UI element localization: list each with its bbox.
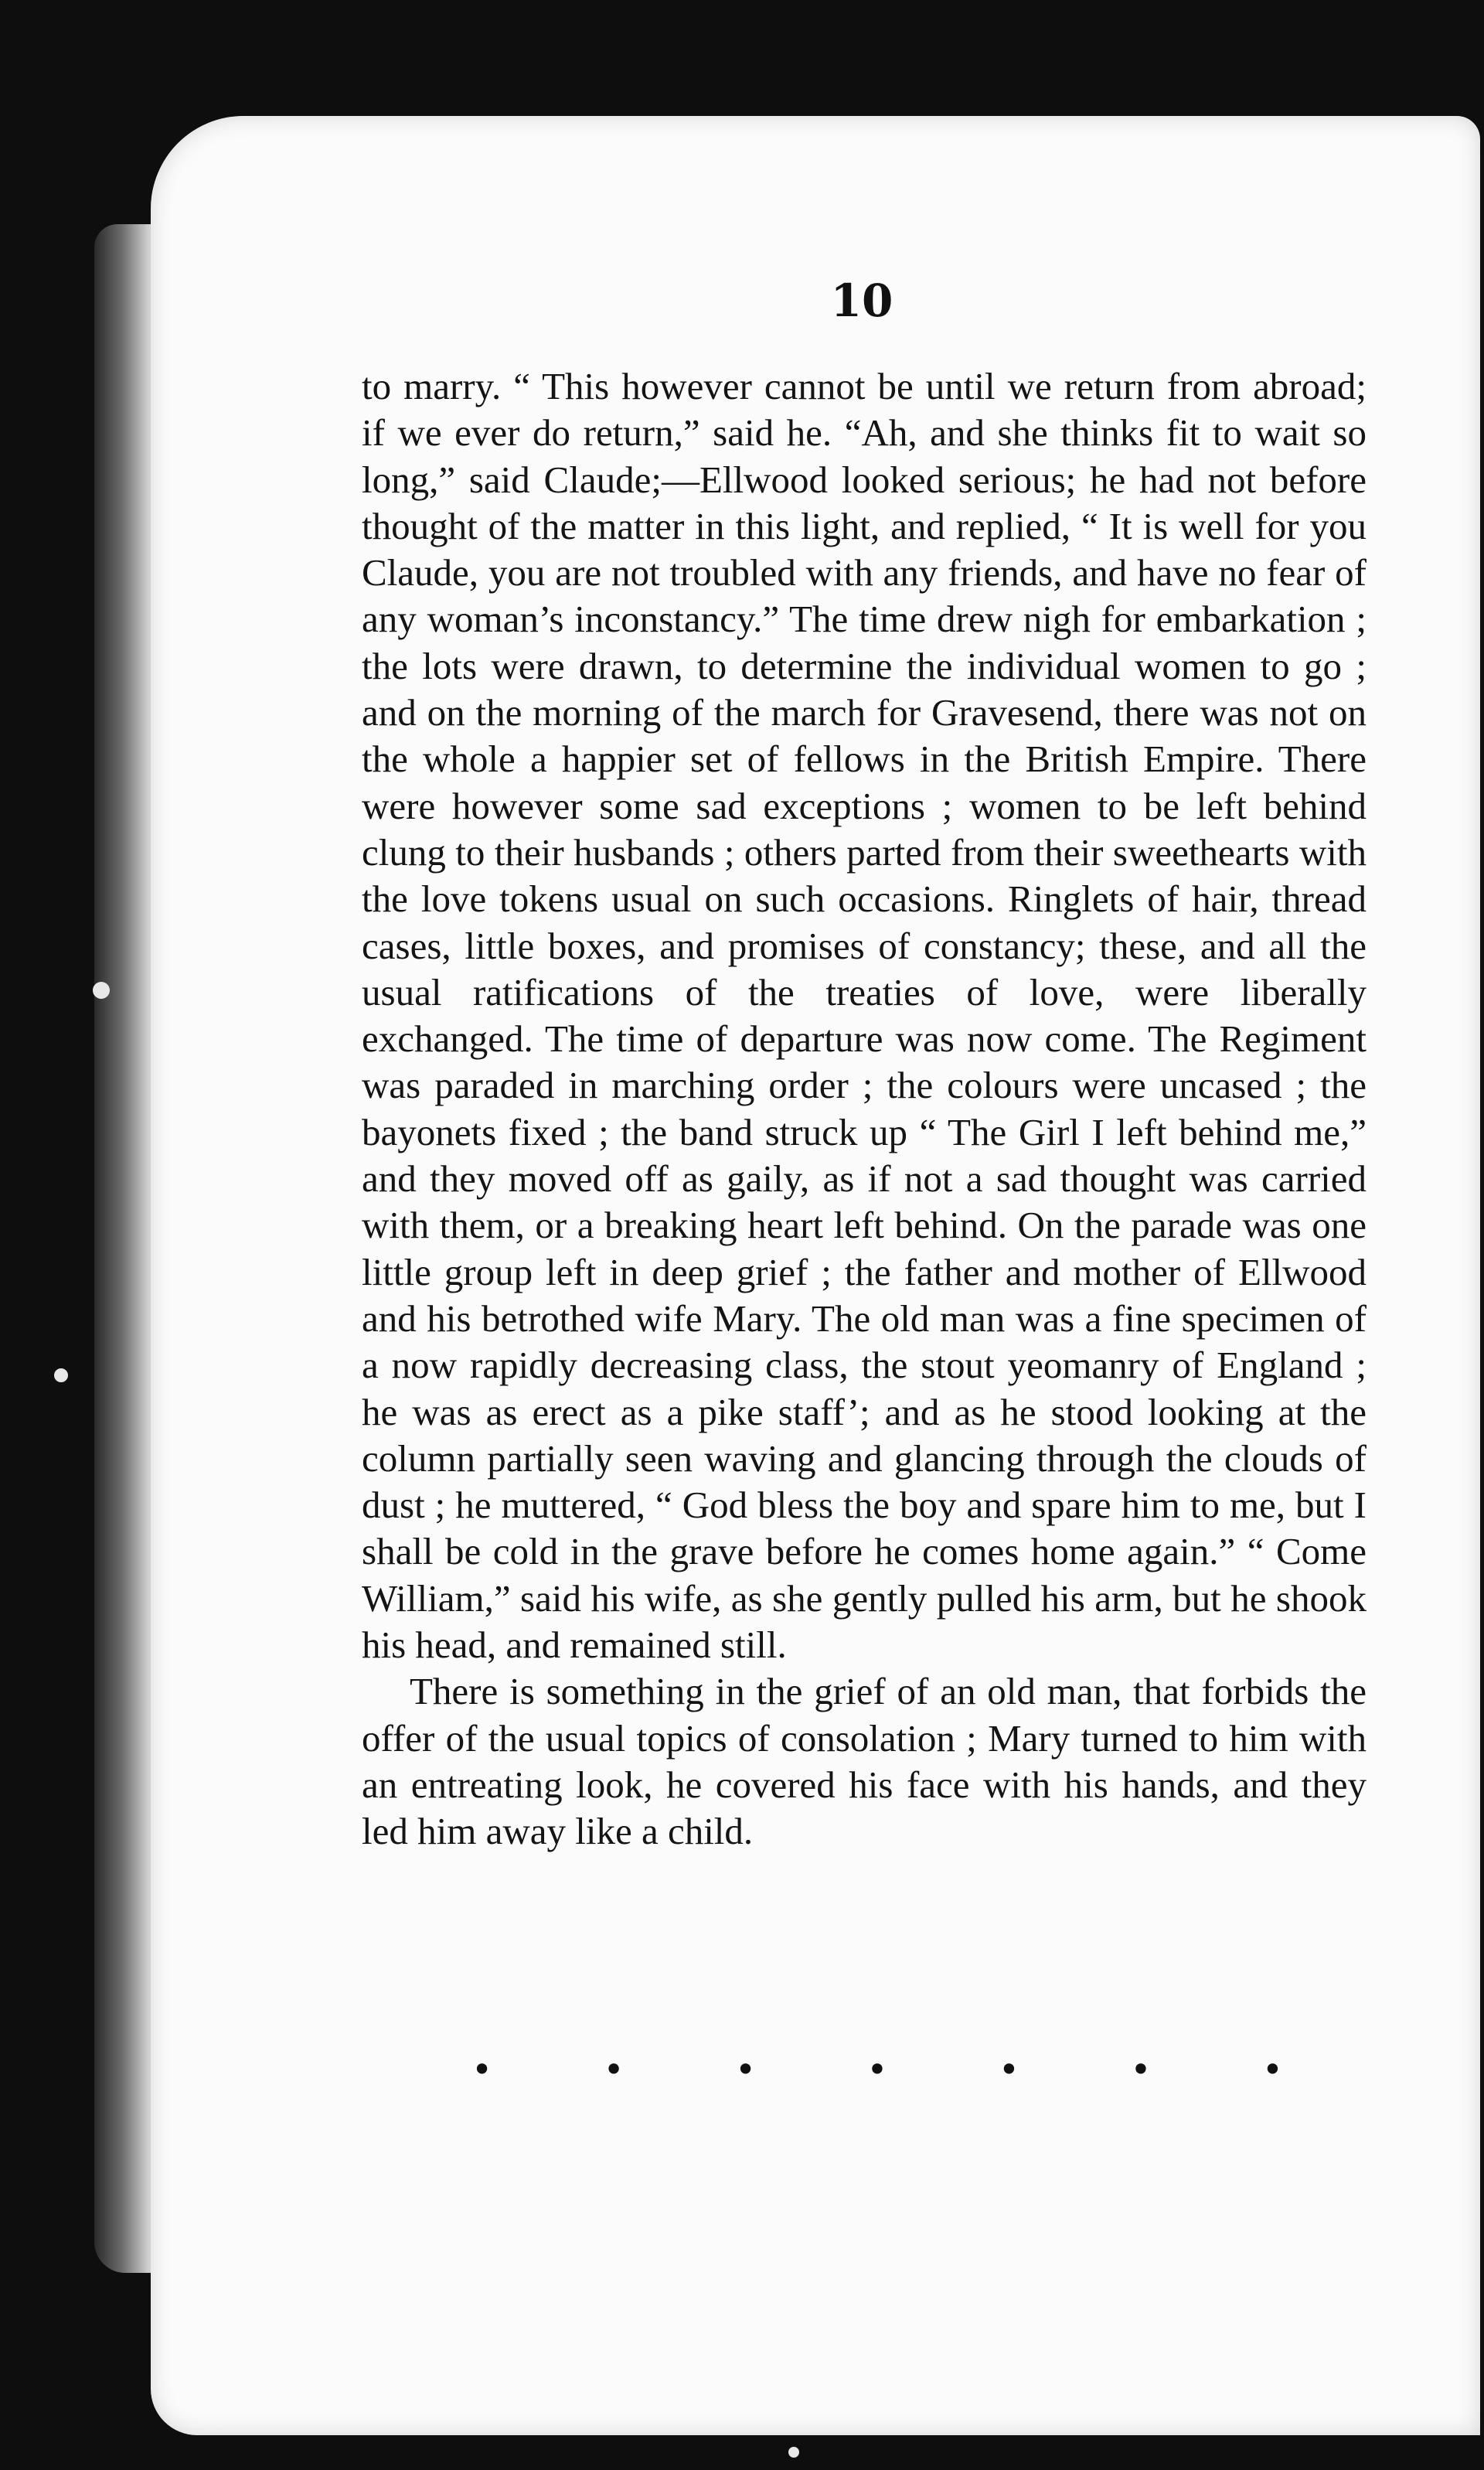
body-text (362, 363, 1367, 1855)
ornament-dot: • (998, 2049, 1020, 2090)
ornament-dot: • (866, 2049, 888, 2090)
ornament-dot: • (1261, 2049, 1283, 2090)
ornament-dot: • (603, 2049, 625, 2090)
ornament-dot: • (1130, 2049, 1152, 2090)
paragraph: to marry. “ This however cannot be until we return from abroad; if we ever do return,” said he. “Ah, and she thinks fit to wait so long,” said Claude;—Ellwood looked serious; he had not before thought of the matter in this light, and replied, “ It is well for you Claude, you are not troubled with any friends, and have no fear of any woman’s inconstancy.” The time drew nigh for embarkation ; the lots were drawn, to determine the individual women to go ; and on the morning of the march for Gravesend, there was not on the whole a happier set of fellows in the British Empire. There were however some sad exceptions ; women to be left behind clung to their husbands ; others parted from their sweethearts with the love tokens usual on such occasions. Ringlets of hair, thread cases, little boxes, and promises of constancy; these, and all the usual ratifications of the treaties of love, were liberally exchanged. The time of departure was now come. The Regiment was paraded in marching order ; the colours were uncased ; the bayonets fixed ; the band struck up “ The Girl I left behind me,” and they moved off as gaily, as if not a sad thought was carried with them, or a breaking heart left behind. On the parade was one little group left in deep grief ; the father and mother of Ellwood and his betrothed wife Mary. The old man was a fine specimen of a now rapidly decreasing class, the stout yeomanry of England ; he was as erect as a pike staff’; and as he stood looking at the column partially seen waving and glancing through the clouds of dust ; he muttered, “ God bless the boy and spare him to me, but I shall be cold in the grave before he comes home again.” “ Come William,” said his wife, as she gently pulled his arm, but he shook his head, and remained still. (362, 365, 1367, 1667)
paragraph: There is something in the grief of an old man, that forbids the offer of the usual topics of consolation ; Mary turned to him with an entreating look, he covered his face with his hands, and they led him away like a child. (362, 1670, 1367, 1853)
ornament-dot: • (734, 2049, 757, 2090)
dust-speck (93, 982, 110, 999)
section-break-ornament (471, 2049, 1283, 2090)
dust-speck (54, 1368, 68, 1382)
page-number: 10 (830, 274, 893, 327)
dust-speck (788, 2447, 799, 2458)
ornament-dot: • (471, 2049, 493, 2090)
